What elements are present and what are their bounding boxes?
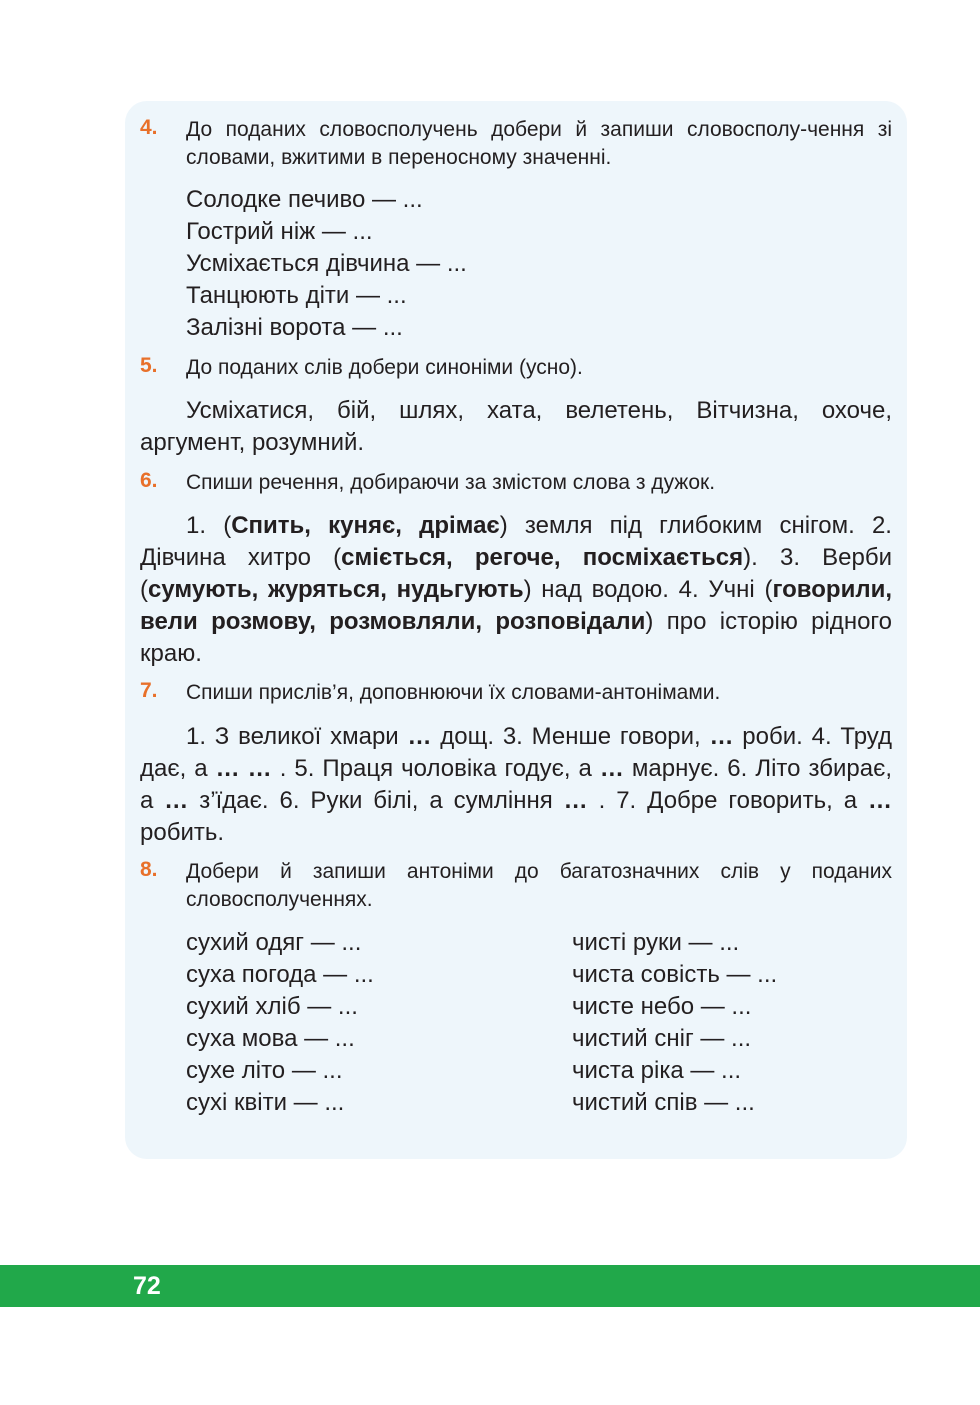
- text-run: 1. (: [186, 512, 232, 539]
- list-item: чисте небо — ...: [572, 993, 752, 1020]
- list-item: Гострий ніж — ...: [186, 218, 373, 245]
- blank: …: [599, 755, 624, 782]
- list-item: Залізні ворота — ...: [186, 314, 403, 341]
- list-item: чистий спів — ...: [572, 1089, 755, 1116]
- option-words: говорили, вели розмову, розмовляли, розповідали: [140, 576, 892, 635]
- option-words: сумують, журяться, нудьгують: [148, 576, 524, 603]
- list-item: суха погода — ...: [186, 961, 374, 988]
- text-run: . 7. Добре говорить, а: [587, 787, 868, 814]
- list-item: суха мова — ...: [186, 1025, 355, 1052]
- task-4: [140, 116, 892, 172]
- task-6: [140, 469, 892, 497]
- page-number: 72: [133, 1272, 161, 1300]
- blank: …: [164, 787, 189, 814]
- blank: …: [563, 787, 588, 814]
- text-run: ). 3. Верби (: [140, 544, 892, 603]
- text-run: дощ. 3. Менше говори,: [431, 723, 710, 750]
- blank: … …: [215, 755, 272, 782]
- task-8: [140, 858, 892, 914]
- text-run: . 5. Праця чоловіка годує, а: [271, 755, 600, 782]
- text-run: робить.: [140, 819, 225, 846]
- option-words: Спить, куняє, дрімає: [231, 512, 500, 539]
- list-item: сухий одяг — ...: [186, 929, 362, 956]
- list-item: чистий сніг — ...: [572, 1025, 752, 1052]
- text-run: марнує. 6. Літо збирає, а: [140, 755, 893, 814]
- list-item: Усміхається дівчина — ...: [186, 250, 467, 277]
- task-instruction: Спиши речення, добираючи за змістом слова з дужок.: [186, 471, 716, 494]
- task-instruction: До поданих словосполучень добери й запиши словосполу-чення зі словами, вжитими в переносному значенні.: [186, 118, 892, 169]
- task-4-items: [186, 184, 467, 344]
- task-instruction: Добери й запиши антоніми до багатозначних слів у поданих словосполученнях.: [186, 860, 892, 911]
- text-run: роби. 4. Труд дає, а: [140, 723, 893, 782]
- task-number: 7.: [140, 679, 158, 702]
- task-number: 6.: [140, 469, 158, 492]
- task-7: [140, 679, 892, 707]
- list-item: чисті руки — ...: [572, 929, 740, 956]
- list-item: сухі квіти — ...: [186, 1089, 345, 1116]
- list-item: сухе літо — ...: [186, 1057, 343, 1084]
- list-item: сухий хліб — ...: [186, 993, 358, 1020]
- task-6-text: [140, 510, 892, 670]
- task-8-right-column: [572, 927, 777, 1119]
- task-number: 4.: [140, 116, 158, 139]
- list-item: Солодке печиво — ...: [186, 186, 423, 213]
- task-7-text: [140, 721, 892, 849]
- task-5: [140, 354, 892, 382]
- task-instruction: Спиши прислів’я, доповнюючи їх словами-антонімами.: [186, 681, 721, 704]
- text-run: 1. З великої хмари: [186, 723, 408, 750]
- blank: …: [868, 787, 892, 814]
- task-number: 8.: [140, 858, 158, 881]
- task-5-text: Усміхатися, бій, шлях, хата, велетень, Вітчизна, охоче, аргумент, розумний.: [140, 397, 892, 456]
- task-instruction: До поданих слів добери синоніми (усно).: [186, 356, 583, 379]
- list-item: Танцюють діти — ...: [186, 282, 407, 309]
- list-item: чиста совість — ...: [572, 961, 778, 988]
- list-item: чиста ріка — ...: [572, 1057, 742, 1084]
- option-words: сміється, регоче, посміхається: [341, 544, 744, 571]
- task-number: 5.: [140, 354, 158, 377]
- text-run: ) про історію рідного краю.: [140, 608, 892, 667]
- text-run: з’їдає. 6. Руки білі, а сумління: [188, 787, 564, 814]
- task-8-left-column: [186, 927, 374, 1119]
- text-run: ) над водою. 4. Учні (: [523, 576, 773, 603]
- text-run: ) земля під глибоким снігом. 2. Дівчина хитро (: [140, 512, 892, 571]
- blank: …: [709, 723, 734, 750]
- blank: …: [407, 723, 432, 750]
